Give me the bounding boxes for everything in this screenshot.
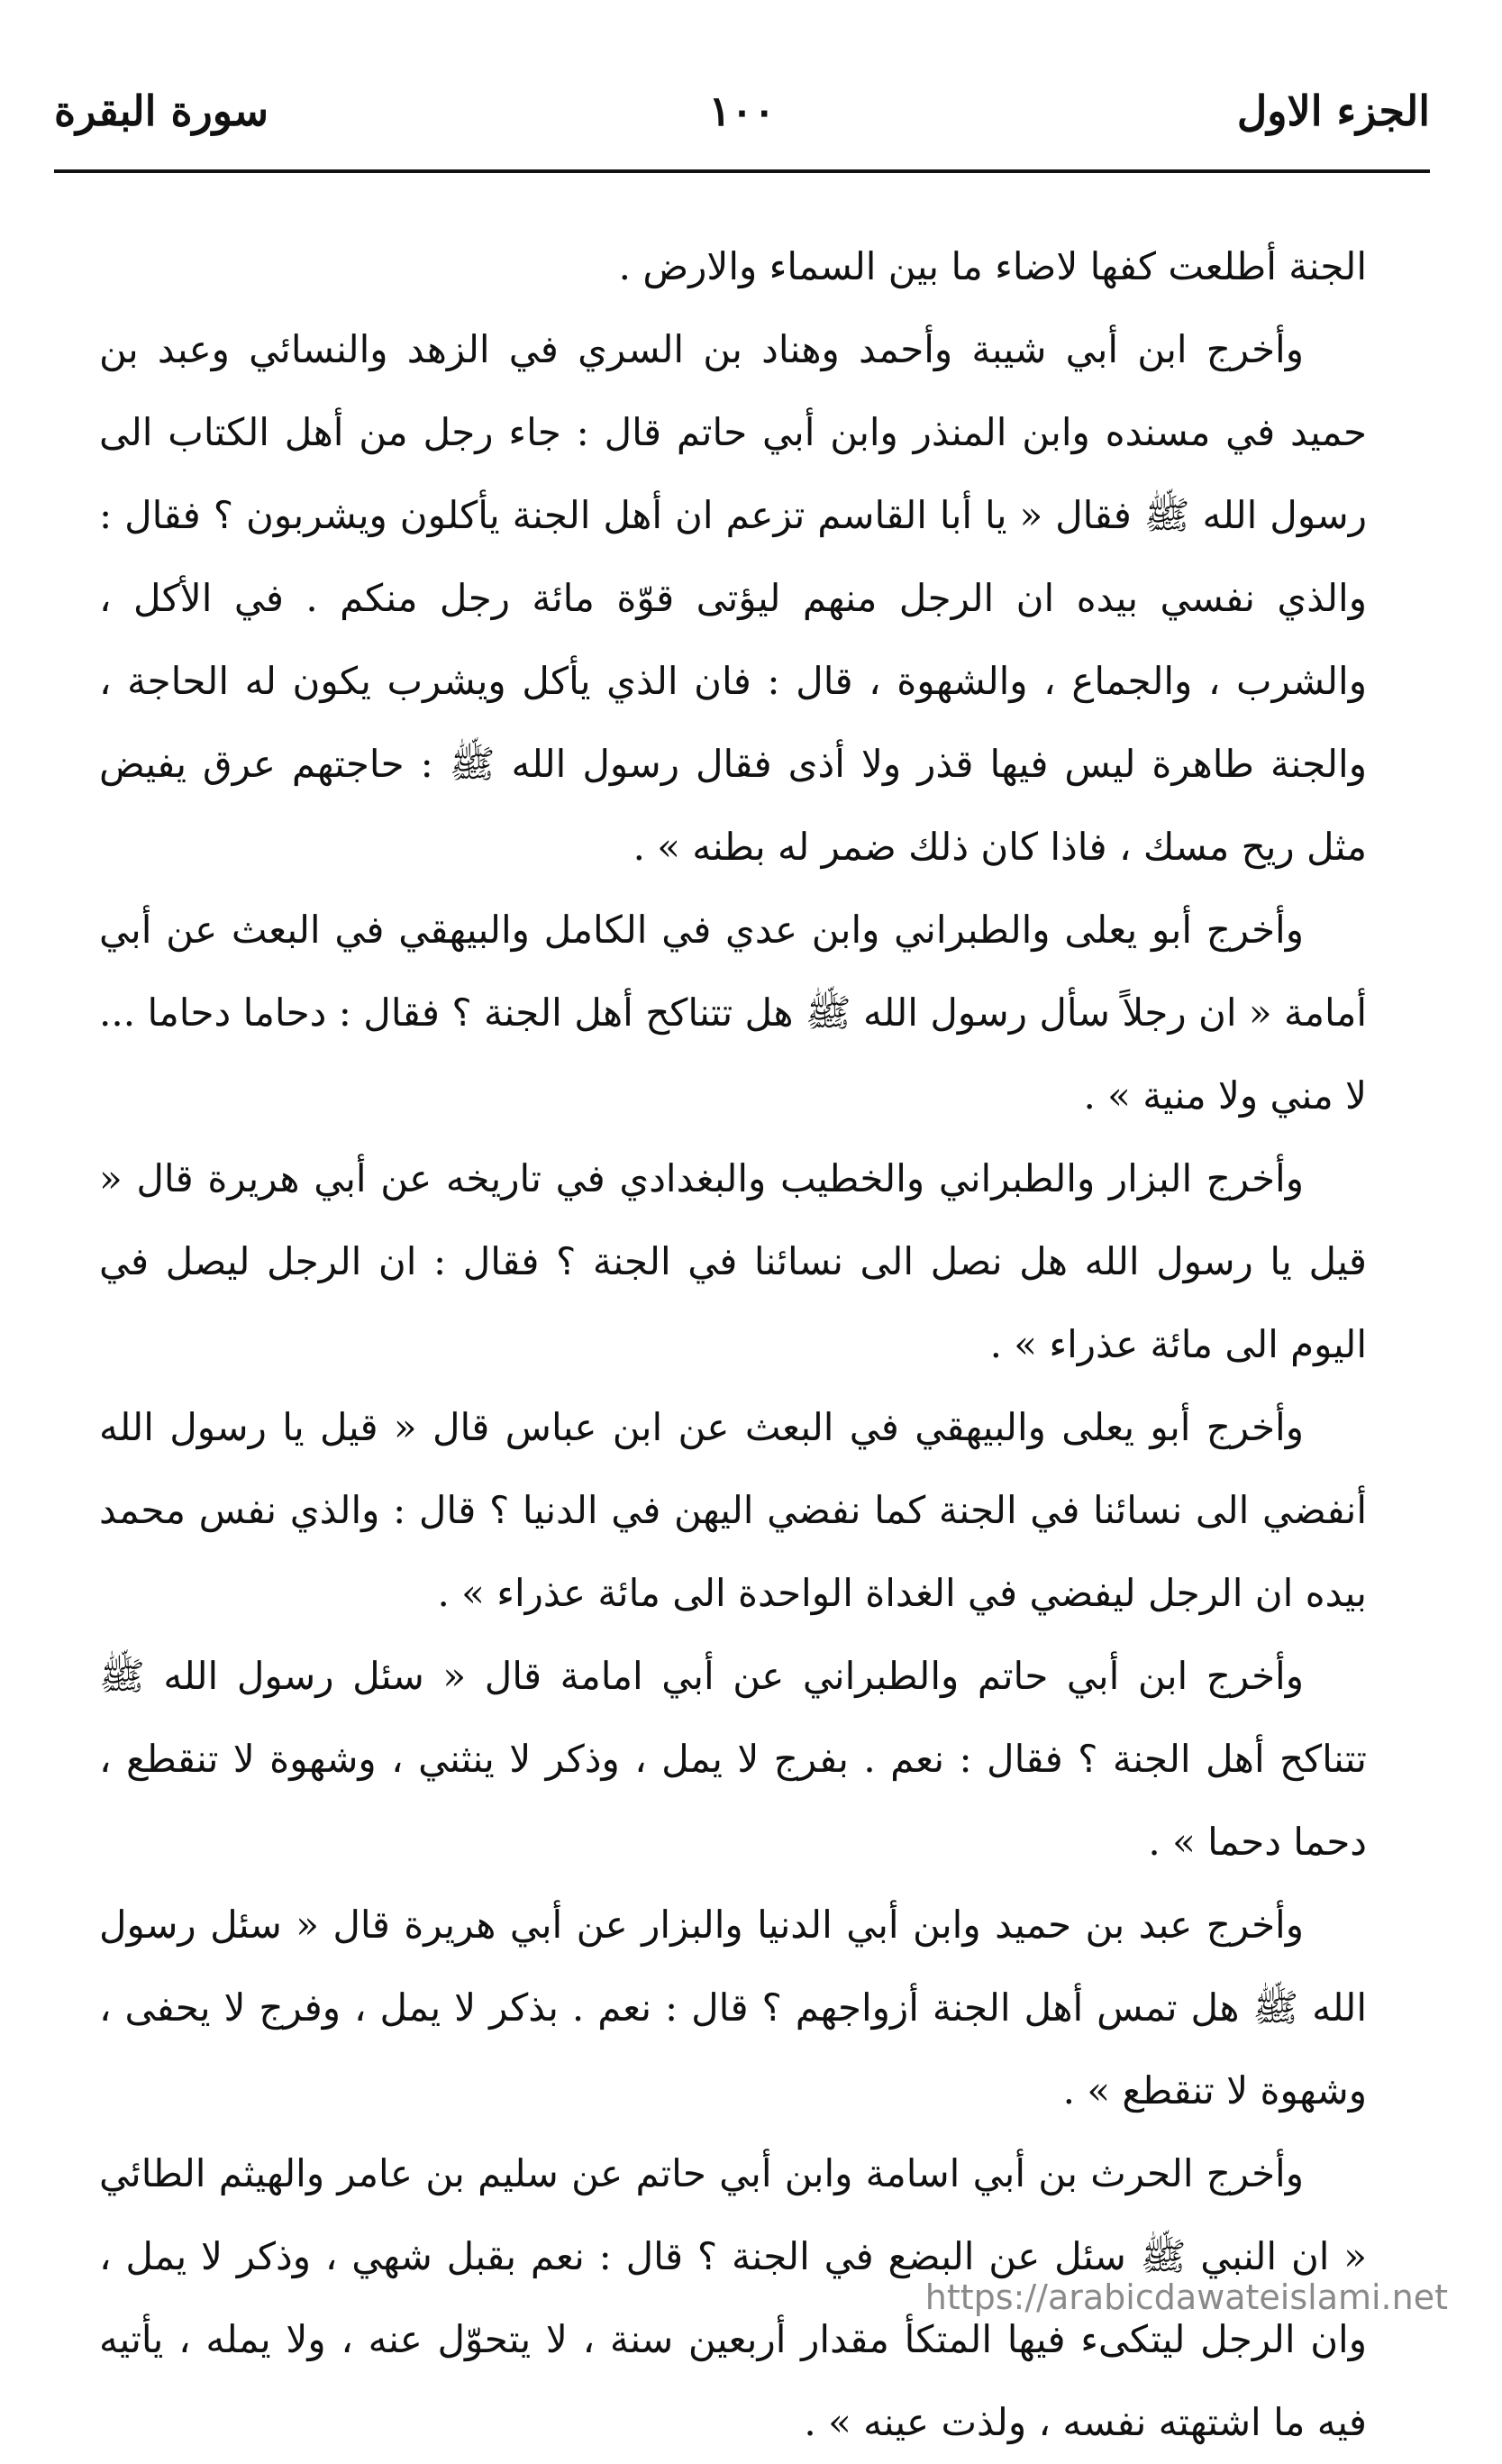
page-number: ١٠٠ bbox=[708, 87, 776, 135]
page-header bbox=[54, 79, 1430, 151]
paragraph: وأخرج أبو يعلى والطبراني وابن عدي في الكامل والبيهقي في البعث عن أبي أمامة « ان رجلاً سأل رسول الله ﷺ هل تتناكح أهل الجنة ؟ فقال : دحاما دحاما ... لا مني ولا منية » . bbox=[99, 908, 1367, 1118]
paragraph: وأخرج الحرث بن أبي اسامة وابن أبي حاتم عن سليم بن عامر والهيثم الطائي « ان النبي ﷺ سئل عن البضع في الجنة ؟ قال : نعم بقبل شهي ، وذكر لا يمل ، وان الرجل ليتكىء فيها المتكأ مقدار أربعين سنة ، لا يتحوّل عنه ، ولا يمله ، يأتيه فيه ما اشتهته نفسه ، ولذت عينه » . bbox=[99, 2151, 1367, 2444]
paragraph-continuation: الجنة أطلعت كفها لاضاء ما بين السماء والارض . bbox=[618, 244, 1367, 288]
paragraph: وأخرج أبو يعلى والبيهقي في البعث عن ابن عباس قال « قيل يا رسول الله أنفضي الى نسائنا في الجنة كما نفضي اليهن في الدنيا ؟ قال : والذي نفس محمد بيده ان الرجل ليفضي في الغداة الواحدة الى مائة عذراء » . bbox=[99, 1405, 1367, 1615]
paragraph: وأخرج ابن أبي شيبة وأحمد وهناد بن السري في الزهد والنسائي وعبد بن حميد في مسنده وابن المنذر وابن أبي حاتم قال : جاء رجل من أهل الكتاب الى رسول الله ﷺ فقال « يا أبا القاسم تزعم ان أهل الجنة يأكلون ويشربون ؟ فقال : والذي نفسي بيده ان الرجل منهم ليؤتى قوّة مائة رجل منكم . في الأكل ، والشرب ، والجماع ، والشهوة ، قال : فان الذي يأكل ويشرب يكون له الحاجة ، والجنة طاهرة ليس فيها قذر ولا أذى فقال رسول الله ﷺ : حاجتهم عرق يفيض مثل ريح مسك ، فاذا كان ذلك ضمر له بطنه » . bbox=[99, 327, 1367, 869]
paragraph: وأخرج عبد بن حميد وابن أبي الدنيا والبزار عن أبي هريرة قال « سئل رسول الله ﷺ هل تمس أهل الجنة أزواجهم ؟ قال : نعم . بذكر لا يمل ، وفرج لا يحفى ، وشهوة لا تنقطع » . bbox=[99, 1903, 1368, 2113]
volume-title: الجزء الاول bbox=[1236, 87, 1430, 135]
header-rule bbox=[54, 169, 1430, 173]
paragraph: وأخرج ابن أبي حاتم والطبراني عن أبي امامة قال « سئل رسول الله ﷺ تتناكح أهل الجنة ؟ فقال : نعم . بفرج لا يمل ، وذكر لا ينثني ، وشهوة لا تنقطع ، دحما دحما » . bbox=[99, 1654, 1367, 1864]
surah-title: سورة البقرة bbox=[54, 87, 269, 135]
watermark-url: https://arabicdawateislami.net bbox=[924, 2277, 1448, 2317]
paragraph: وأخرج البزار والطبراني والخطيب والبغدادي في تاريخه عن أبي هريرة قال « قيل يا رسول الله هل نصل الى نسائنا في الجنة ؟ فقال : ان الرجل ليصل في اليوم الى مائة عذراء » . bbox=[99, 1156, 1367, 1366]
page-body bbox=[99, 225, 1367, 2464]
